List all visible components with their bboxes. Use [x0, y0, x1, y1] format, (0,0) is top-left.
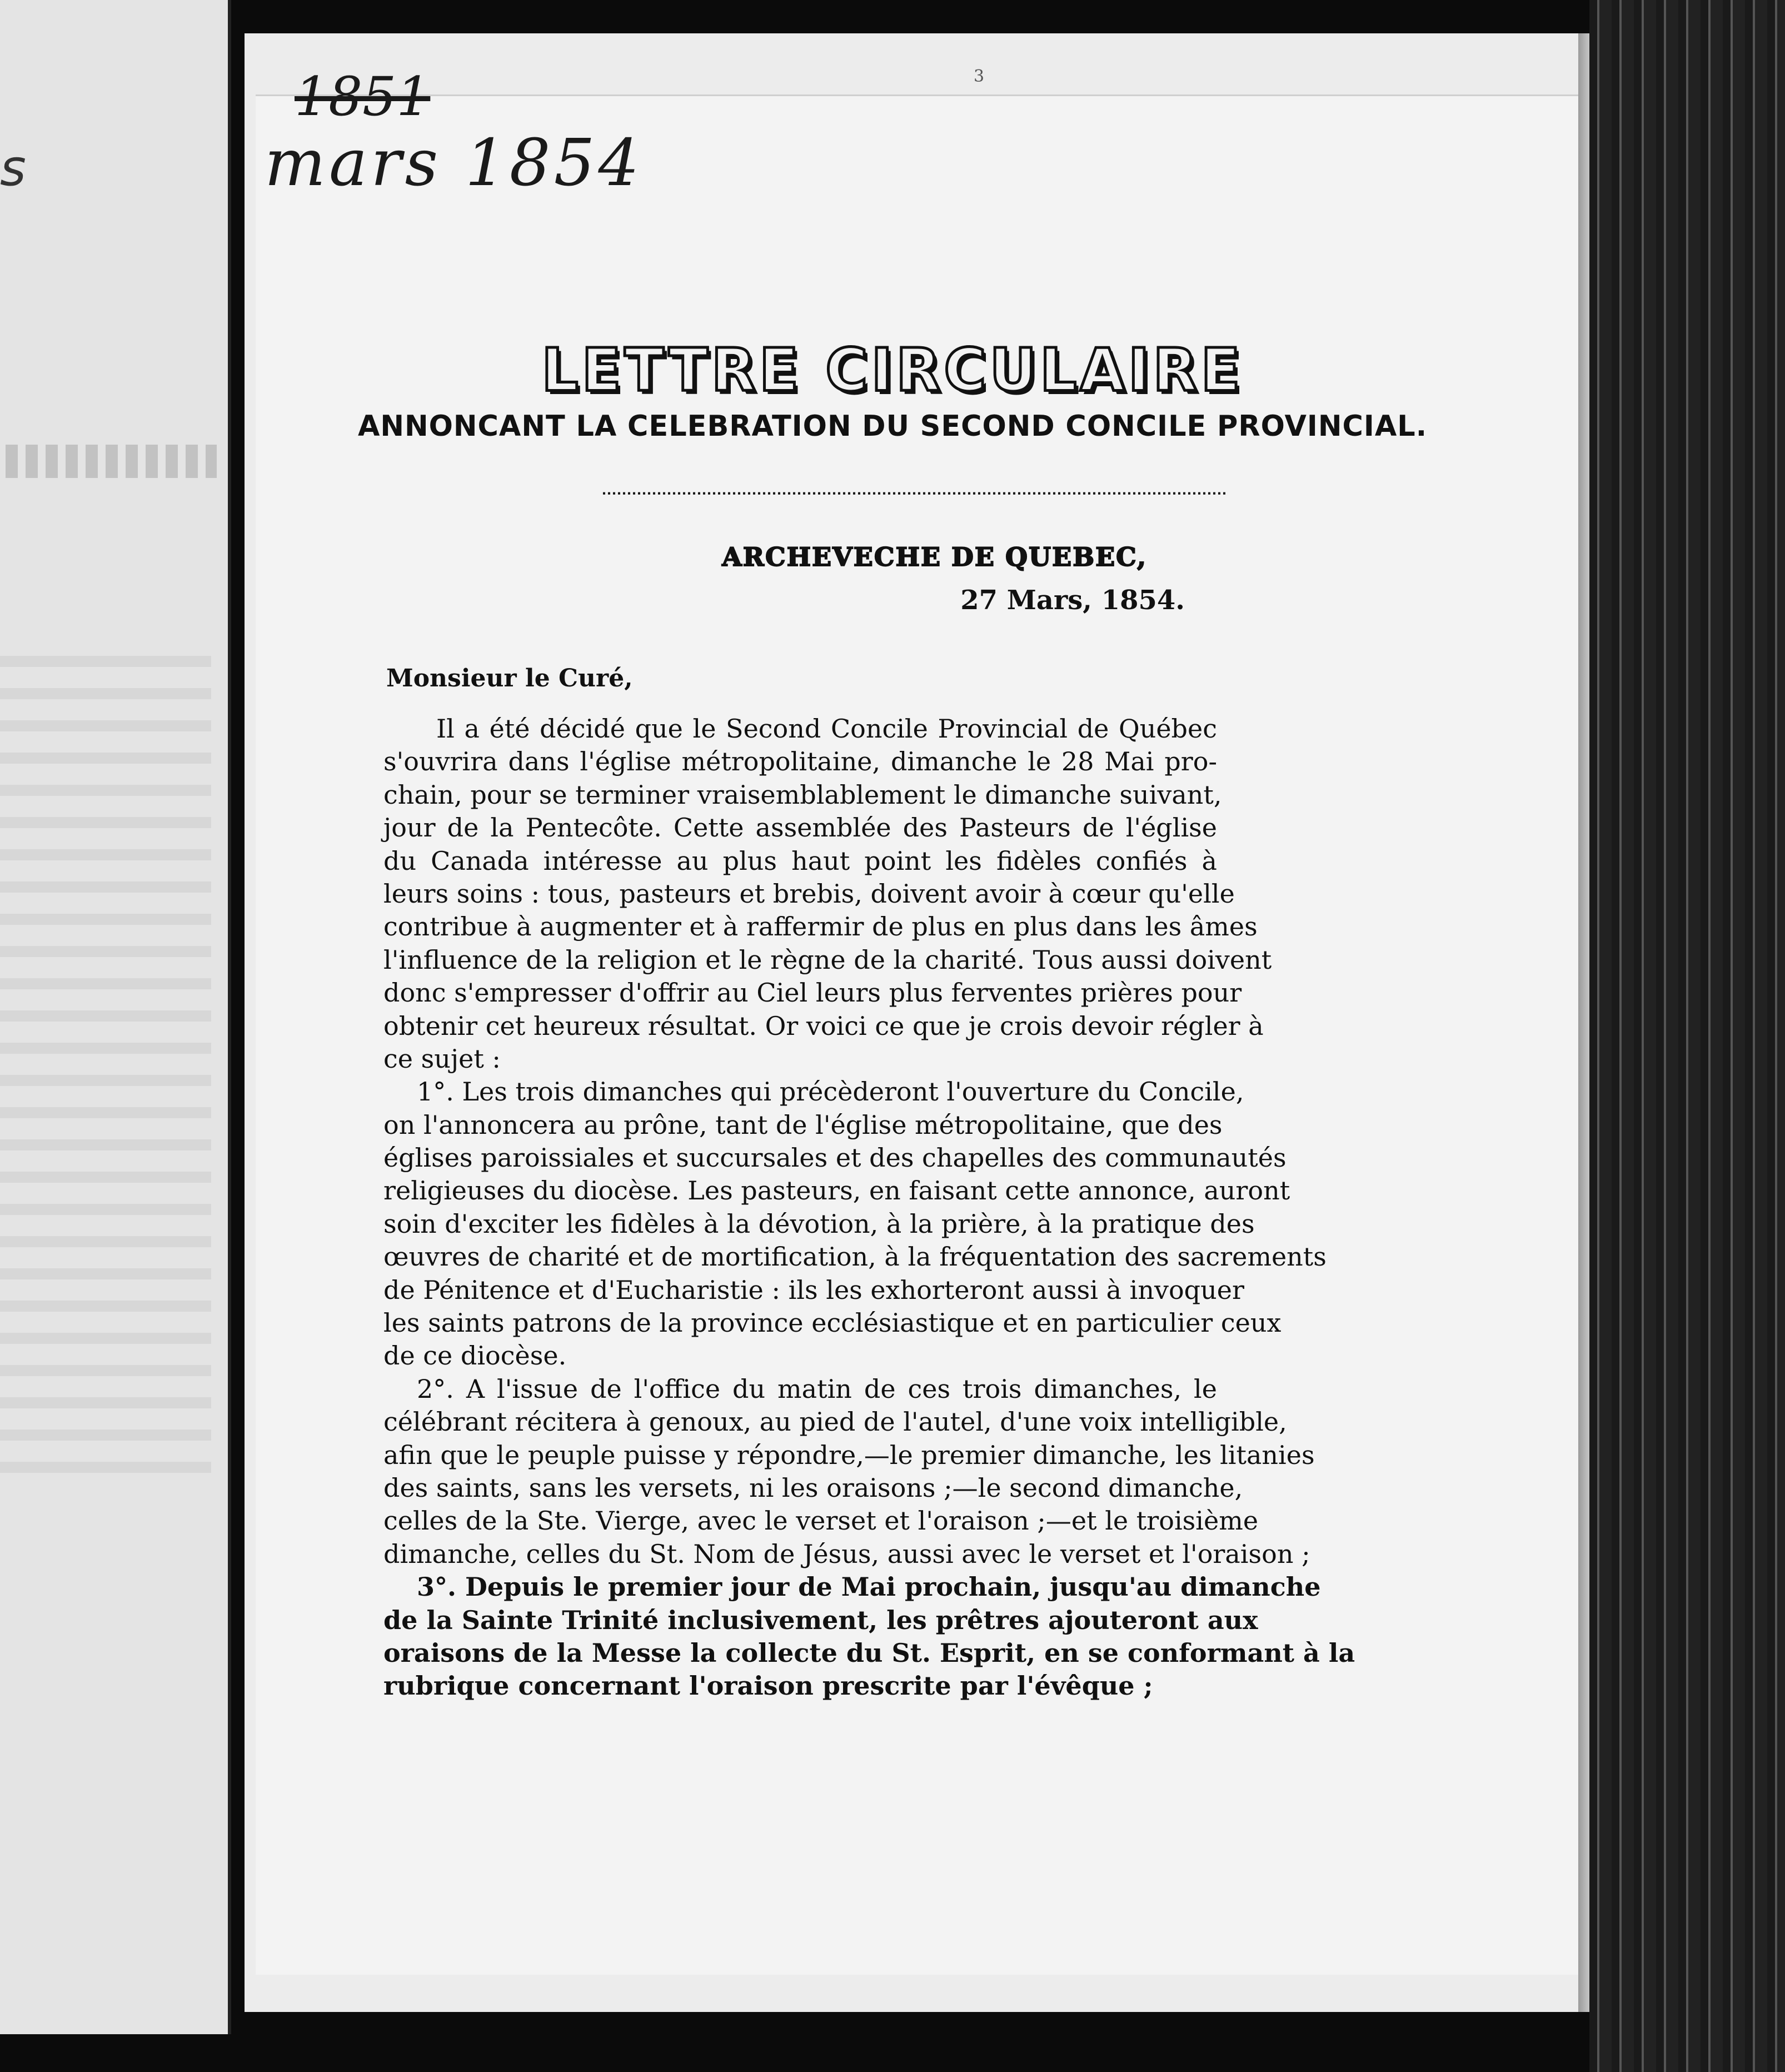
body-line: 1°. Les trois dimanches qui précèderont l'ouverture du Concile,: [417, 1077, 1244, 1107]
body-line: 2°. A l'issue de l'office du matin de ces trois dimanches, le: [417, 1373, 1217, 1404]
left-facing-page: [0, 0, 231, 2034]
body-line: s'ouvrira dans l'église métropolitaine, dimanche le 28 Mai pro-: [383, 746, 1217, 777]
body-line: ce sujet :: [383, 1043, 501, 1074]
letter-body: [383, 713, 1355, 1703]
body-line: les saints patrons de la province ecclésiastique et en particulier ceux: [383, 1308, 1282, 1338]
body-line: Il a été décidé que le Second Concile Provincial de Québec: [436, 714, 1217, 744]
bleed-through-heading: [6, 445, 217, 478]
body-line: donc s'empresser d'offrir au Ciel leurs plus ferventes prières pour: [383, 978, 1242, 1008]
handwritten-note-date: mars 1854: [265, 126, 643, 201]
body-line: 3°. Depuis le premier jour de Mai prochain, jusqu'au dimanche: [417, 1572, 1321, 1602]
body-line: églises paroissiales et succursales et des chapelles des communautés: [383, 1143, 1287, 1173]
page-number: 3: [974, 67, 985, 86]
body-line: soin d'exciter les fidèles à la dévotion, à la prière, à la pratique des: [383, 1208, 1255, 1239]
body-line: dimanche, celles du St. Nom de Jésus, aussi avec le verset et l'oraison ;: [383, 1538, 1310, 1569]
item-2-paragraph: [383, 1373, 1315, 1571]
letter-date: 27 Mars, 1854.: [960, 585, 1185, 616]
document-title: LETTRE CIRCULAIRE: [541, 335, 1244, 405]
bleed-through-text: [0, 656, 211, 1490]
document-subtitle: ANNONCANT LA CELEBRATION DU SECOND CONCILE PROVINCIAL.: [357, 410, 1428, 443]
salutation: Monsieur le Curé,: [386, 664, 633, 693]
body-line: œuvres de charité et de mortification, à la fréquentation des sacrements: [383, 1242, 1327, 1272]
intro-paragraph: [383, 713, 1272, 1075]
body-line: contribue à augmenter et à raffermir de plus en plus dans les âmes: [383, 912, 1258, 942]
body-line: jour de la Pentecôte. Cette assemblée des Pasteurs de l'église: [383, 813, 1217, 843]
body-line: religieuses du diocèse. Les pasteurs, en faisant cette annonce, auront: [383, 1176, 1290, 1206]
item-3-paragraph: [383, 1571, 1355, 1703]
body-line: célébrant récitera à genoux, au pied de l'autel, d'une voix intelligible,: [383, 1407, 1287, 1437]
body-line: de Pénitence et d'Eucharistie : ils les exhorteront aussi à invoquer: [383, 1274, 1244, 1305]
body-line: obtenir cet heureux résultat. Or voici ce que je crois devoir régler à: [383, 1010, 1264, 1041]
item-1-paragraph: [383, 1075, 1327, 1373]
body-line: rubrique concernant l'oraison prescrite par l'évêque ;: [383, 1671, 1153, 1701]
body-line: afin que le peuple puisse y répondre,—le premier dimanche, les litanies: [383, 1440, 1315, 1470]
body-line: on l'annoncera au prône, tant de l'église métropolitaine, que des: [383, 1109, 1223, 1140]
body-line: de ce diocèse.: [383, 1341, 567, 1371]
body-line: leurs soins : tous, pasteurs et brebis, doivent avoir à cœur qu'elle: [383, 878, 1235, 909]
body-line: du Canada intéresse au plus haut point les fidèles confiés à: [383, 845, 1217, 876]
body-line: l'influence de la religion et le règne de la charité. Tous aussi doivent: [383, 944, 1272, 975]
body-line: oraisons de la Messe la collecte du St. Esprit, en se conformant à la: [383, 1637, 1355, 1668]
body-line: des saints, sans les versets, ni les oraisons ;—le second dimanche,: [383, 1472, 1243, 1503]
book-binding: [1589, 0, 1785, 2072]
body-line: de la Sainte Trinité inclusivement, les prêtres ajouteront aux: [383, 1605, 1258, 1635]
left-margin-text: s: [0, 139, 26, 197]
body-line: celles de la Ste. Vierge, avec le verset et l'oraison ;—et le troisième: [383, 1506, 1259, 1536]
handwritten-note-top: 1851: [295, 66, 431, 128]
body-line: chain, pour se terminer vraisemblablement le dimanche suivant,: [383, 779, 1222, 810]
place-heading: ARCHEVECHE DE QUEBEC,: [722, 542, 1147, 572]
